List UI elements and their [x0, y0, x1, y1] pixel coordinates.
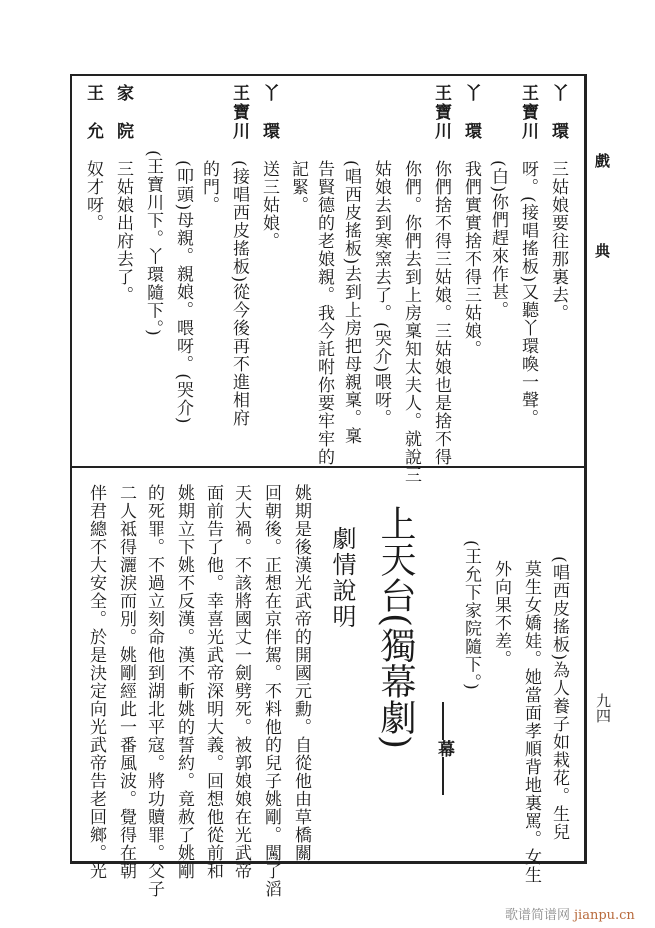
play-title: 上天台(獨幕劇)	[375, 505, 416, 750]
dialogue-line: 呀。(接唱搖板)又聽丫環喚一聲。	[518, 160, 538, 428]
dialogue-line: 的門。	[199, 160, 219, 214]
watermark-url: jianpu.cn	[574, 908, 635, 923]
synopsis-line: 伴君總不大安全。於是決定向光武帝告老回鄉。光	[86, 484, 106, 880]
synopsis-line: 天大禍。不該將國丈一劍劈死。被郭娘娘在光武帝	[231, 484, 251, 880]
speaker: 家院	[113, 84, 133, 160]
dialogue-line: 姑娘去到寒窯去了。(哭介)喂呀。	[371, 160, 391, 428]
speaker: 王寶川	[431, 84, 451, 141]
curtain-mark: 幕	[434, 740, 454, 757]
synopsis-heading: 劇情說明	[328, 526, 356, 630]
section-divider	[70, 466, 585, 468]
synopsis-line: 的死罪。不過立刻命他到湖北平寇。將功贖罪。父子	[144, 484, 164, 898]
dialogue-line: (白)你們趕來作甚。	[488, 160, 508, 320]
dialogue-line: 記緊。	[288, 160, 308, 214]
synopsis-line: 二人祗得灑淚而別。姚剛經此一番風波。覺得在朝	[116, 484, 136, 880]
dialogue-line: 你們捨不得三姑娘。三姑娘也是捨不得	[431, 160, 451, 466]
song-line: 外向果不差。	[491, 560, 511, 668]
dialogue-line: 送三姑娘。	[259, 160, 279, 250]
dialogue-line: 你們。你們去到上房稟知太夫人。就說三	[401, 160, 421, 484]
running-header-1: 戲	[595, 152, 611, 170]
speaker: 王允	[83, 84, 103, 160]
dialogue-line: (唱西皮搖板)去到上房把母親稟。稟	[341, 160, 361, 446]
synopsis-line: 姚期立下姚不反漢。漢不斬姚的誓約。竟赦了姚剛	[174, 484, 194, 880]
dialogue-line: 我們實實捨不得三姑娘。	[461, 160, 481, 358]
synopsis-line: 面前告了他。幸喜光武帝深明大義。回想他從前和	[203, 484, 223, 880]
dialogue-line: 三姑娘要往那裏去。	[548, 160, 568, 322]
speaker: 丫環	[259, 84, 279, 160]
song-line: 莫生女嬌娃。她當面孝順背地裏罵。女生	[521, 560, 541, 884]
watermark	[505, 904, 635, 923]
speaker: 丫環	[461, 84, 481, 160]
stage-direction: (王寶川下。丫環隨下。)	[143, 150, 163, 337]
dialogue-line: 三姑娘出府去了。	[113, 160, 133, 304]
dialogue-line: (叩頭)母親。親娘。喂呀。(哭介)	[173, 160, 193, 425]
synopsis-line: 姚期是後漢光武帝的開國元勳。自從他由草橋關	[291, 484, 311, 862]
stage-direction: (王允下家院隨下。)	[461, 540, 481, 691]
page-number: 九四	[594, 693, 612, 723]
dialogue-line: 奴才呀。	[83, 160, 103, 232]
dialogue-line: (接唱西皮搖板)從今後再不進相府	[229, 160, 249, 428]
running-header-2: 典	[595, 242, 611, 260]
synopsis-line: 回朝後。正想在京伴駕。不料他的兒子姚剛。闖了滔	[261, 484, 281, 898]
watermark-site-name: 歌谱简谱网	[505, 908, 571, 923]
dialogue-line: 告賢德的老娘親。我今託咐你要牢牢的	[314, 160, 334, 466]
song-line: (唱西皮搖板)為人養子如栽花。生兒	[549, 556, 569, 842]
speaker: 王寶川	[229, 84, 249, 141]
speaker: 王寶川	[518, 84, 538, 141]
speaker: 丫環	[548, 84, 568, 160]
